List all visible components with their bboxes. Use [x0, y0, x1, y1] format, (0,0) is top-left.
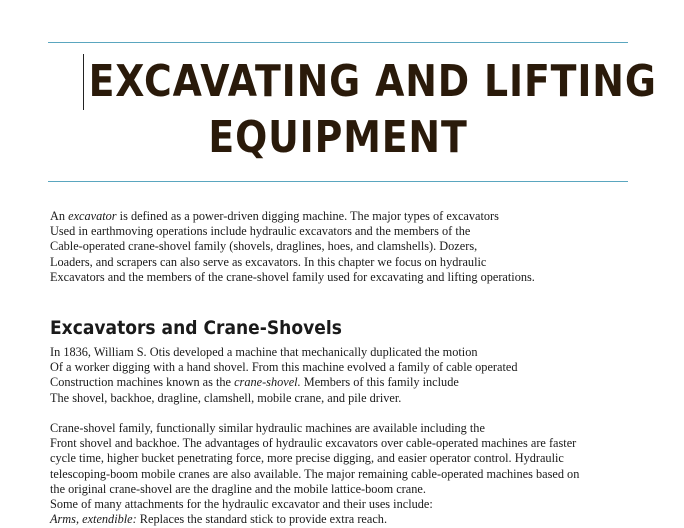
history-line-3: [50, 375, 640, 390]
family-line-7: [50, 512, 640, 527]
family-line-7-end: Replaces the standard stick to provide extra reach.: [136, 512, 388, 527]
family-line-4: telescoping-boom mobile cranes are also available. The major remaining cable-operated machines based on: [50, 466, 580, 481]
title-line-1: EXCAVATING AND LIFTING: [88, 56, 657, 107]
intro-line-2: Used in earthmoving operations include hydraulic excavators and the members of the: [50, 224, 471, 239]
excavator-term: excavator: [68, 209, 117, 223]
history-line-3-start: Construction machines known as the: [50, 375, 235, 390]
history-line-3-end: Members of this family include: [300, 375, 459, 390]
intro-line-3: Cable-operated crane-shovel family (shovels, draglines, hoes, and clamshells). Dozers,: [50, 239, 478, 254]
intro-line-1-end: is defined as a power-driven digging machine. The major types of excavators: [116, 209, 499, 223]
history-paragraph: [50, 345, 640, 406]
section-heading: Excavators and Crane-Shovels: [50, 317, 342, 339]
intro-line-1: [50, 209, 640, 224]
family-line-3: cycle time, higher bucket penetrating force, more precise digging, and easier operator control. Hydraulic: [50, 451, 564, 466]
family-line-6: Some of many attachments for the hydraulic excavator and their uses include:: [50, 497, 433, 512]
document-title: [88, 54, 657, 166]
title-line-2: EQUIPMENT: [208, 112, 468, 163]
family-line-1: Crane-shovel family, functionally similar hydraulic machines are available including the: [50, 421, 485, 435]
history-line-2: Of a worker digging with a hand shovel. From this machine evolved a family of cable operated: [50, 360, 518, 375]
history-line-4: The shovel, backhoe, dragline, clamshell, mobile crane, and pile driver.: [50, 390, 402, 405]
family-line-2: Front shovel and backhoe. The advantages of hydraulic excavators over cable-operated machines are faster: [50, 436, 577, 451]
family-paragraph: [50, 421, 640, 527]
top-rule: [48, 42, 628, 43]
intro-line-1-start: An: [50, 209, 69, 223]
bottom-rule: [48, 181, 628, 182]
intro-paragraph: [50, 209, 640, 285]
arms-extendible-term: Arms, extendible:: [50, 512, 137, 527]
intro-line-5: Excavators and the members of the crane-shovel family used for excavating and lifting operations.: [50, 269, 535, 284]
crane-shovel-term: crane-shovel.: [234, 375, 301, 390]
history-line-1: In 1836, William S. Otis developed a machine that mechanically duplicated the motion: [50, 345, 478, 359]
family-line-5: the original crane-shovel are the dragline and the mobile lattice-boom crane.: [50, 481, 426, 496]
text-cursor: [83, 54, 84, 110]
intro-line-4: Loaders, and scrapers can also serve as excavators. In this chapter we focus on hydraulic: [50, 254, 487, 269]
